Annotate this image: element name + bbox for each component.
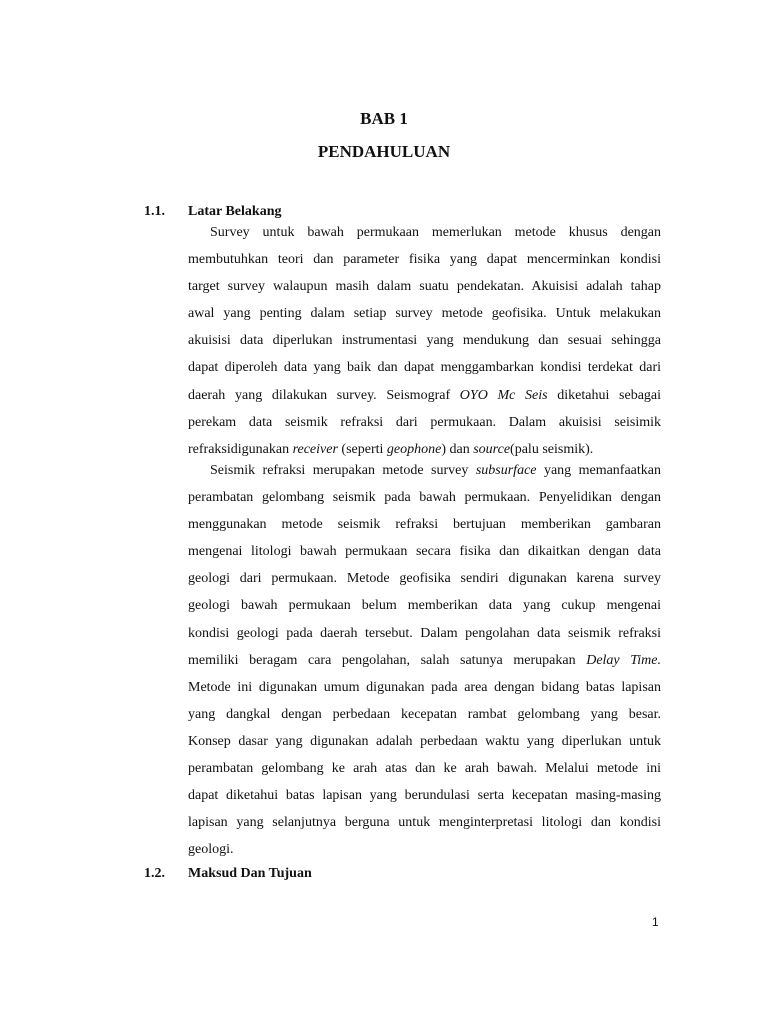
paragraph-latar-belakang	[188, 219, 661, 463]
text-run: geologi bawah permukaan belum memberikan data yang cukup mengenai	[188, 598, 661, 614]
text-run: daerah yang dilakukan survey. Seismograf	[188, 387, 460, 403]
text-line	[188, 647, 661, 674]
text-line	[188, 382, 661, 409]
italic-term: source	[473, 441, 511, 457]
text-line	[188, 674, 661, 701]
text-line	[188, 484, 661, 511]
italic-term: subsurface	[475, 463, 537, 478]
section-title: Maksud Dan Tujuan	[188, 866, 312, 881]
text-run: target survey walaupun masih dalam suatu pendekatan. Akuisisi adalah tahap	[188, 279, 661, 295]
text-run: (seperti	[337, 441, 387, 457]
text-run: Konsep dasar yang digunakan adalah perbedaan waktu yang diperlukan untuk	[188, 733, 661, 749]
text-line	[188, 755, 661, 782]
text-line	[188, 538, 661, 565]
text-line	[188, 511, 661, 538]
text-run: perekam data seismik refraksi dari permukaan. Dalam akuisisi seisimik	[188, 414, 661, 430]
text-run: menggunakan metode seismik refraksi bertujuan memberikan gambaran	[188, 517, 661, 533]
italic-term: geophone	[386, 441, 442, 457]
text-line	[188, 219, 661, 246]
text-run: Seismik refraksi merupakan metode survey	[210, 463, 476, 478]
text-run: dapat diperoleh data yang baik dan dapat menggambarkan kondisi terdekat dari	[188, 360, 661, 376]
italic-term: receiver	[292, 441, 338, 457]
section-number: 1.2.	[144, 866, 165, 881]
text-run: refraksidigunakan	[188, 441, 293, 457]
text-line	[188, 728, 661, 755]
text-line	[188, 354, 661, 381]
text-run: yang dangkal dengan perbedaan kecepatan rambat gelombang yang besar.	[188, 706, 661, 722]
text-run: geologi dari permukaan. Metode geofisika sendiri digunakan karena survey	[188, 571, 661, 587]
section-number: 1.1.	[144, 204, 165, 219]
text-line	[188, 701, 661, 728]
text-line	[188, 592, 661, 619]
text-run: awal yang penting dalam setiap survey metode geofisika. Untuk melakukan	[188, 306, 661, 322]
text-run: lapisan yang selanjutnya berguna untuk menginterpretasi litologi dan kondisi	[188, 815, 661, 831]
text-line	[188, 457, 661, 484]
text-run: kondisi geologi pada daerah tersebut. Dalam pengolahan data seismik refraksi	[188, 625, 661, 641]
italic-term: Delay Time.	[586, 652, 662, 668]
text-run: geologi.	[188, 842, 234, 858]
chapter-title: PENDAHULUAN	[317, 142, 451, 161]
text-run: Metode ini digunakan umum digunakan pada area dengan bidang batas lapisan	[188, 679, 661, 695]
chapter-number: BAB 1	[360, 109, 408, 128]
text-run: memiliki beragam cara pengolahan, salah satunya merupakan	[188, 652, 587, 668]
text-run: membutuhkan teori dan parameter fisika yang dapat mencerminkan kondisi	[188, 252, 661, 268]
text-run: diketahui sebagai	[547, 387, 662, 403]
text-run: (palu seismik).	[510, 441, 594, 457]
text-line	[188, 300, 661, 327]
text-line	[188, 620, 661, 647]
text-line	[188, 327, 661, 354]
page-number: 1	[652, 915, 659, 929]
text-run: Survey untuk bawah permukaan memerlukan metode khusus dengan	[210, 225, 661, 240]
text-run: akuisisi data diperlukan instrumentasi yang mendukung dan sesuai sehingga	[188, 333, 661, 349]
text-line	[188, 565, 661, 592]
text-run: mengenai litologi bawah permukaan secara fisika dan dikaitkan dengan data	[188, 544, 661, 560]
text-line	[188, 836, 661, 863]
text-run: dapat diketahui batas lapisan yang berundulasi serta kecepatan masing-masing	[188, 788, 661, 804]
text-run: yang memanfaatkan	[536, 463, 662, 478]
section-title: Latar Belakang	[188, 204, 282, 219]
text-run: ) dan	[441, 441, 474, 457]
paragraph-seismik-refraksi	[188, 457, 661, 863]
italic-term: OYO Mc Seis	[459, 387, 548, 403]
text-run: perambatan gelombang seismik pada bawah permukaan. Penyelidikan dengan	[188, 490, 661, 506]
text-line	[188, 246, 661, 273]
text-line	[188, 409, 661, 436]
text-line	[188, 782, 661, 809]
text-line	[188, 809, 661, 836]
text-run: perambatan gelombang ke arah atas dan ke arah bawah. Melalui metode ini	[188, 761, 661, 777]
text-line	[188, 273, 661, 300]
